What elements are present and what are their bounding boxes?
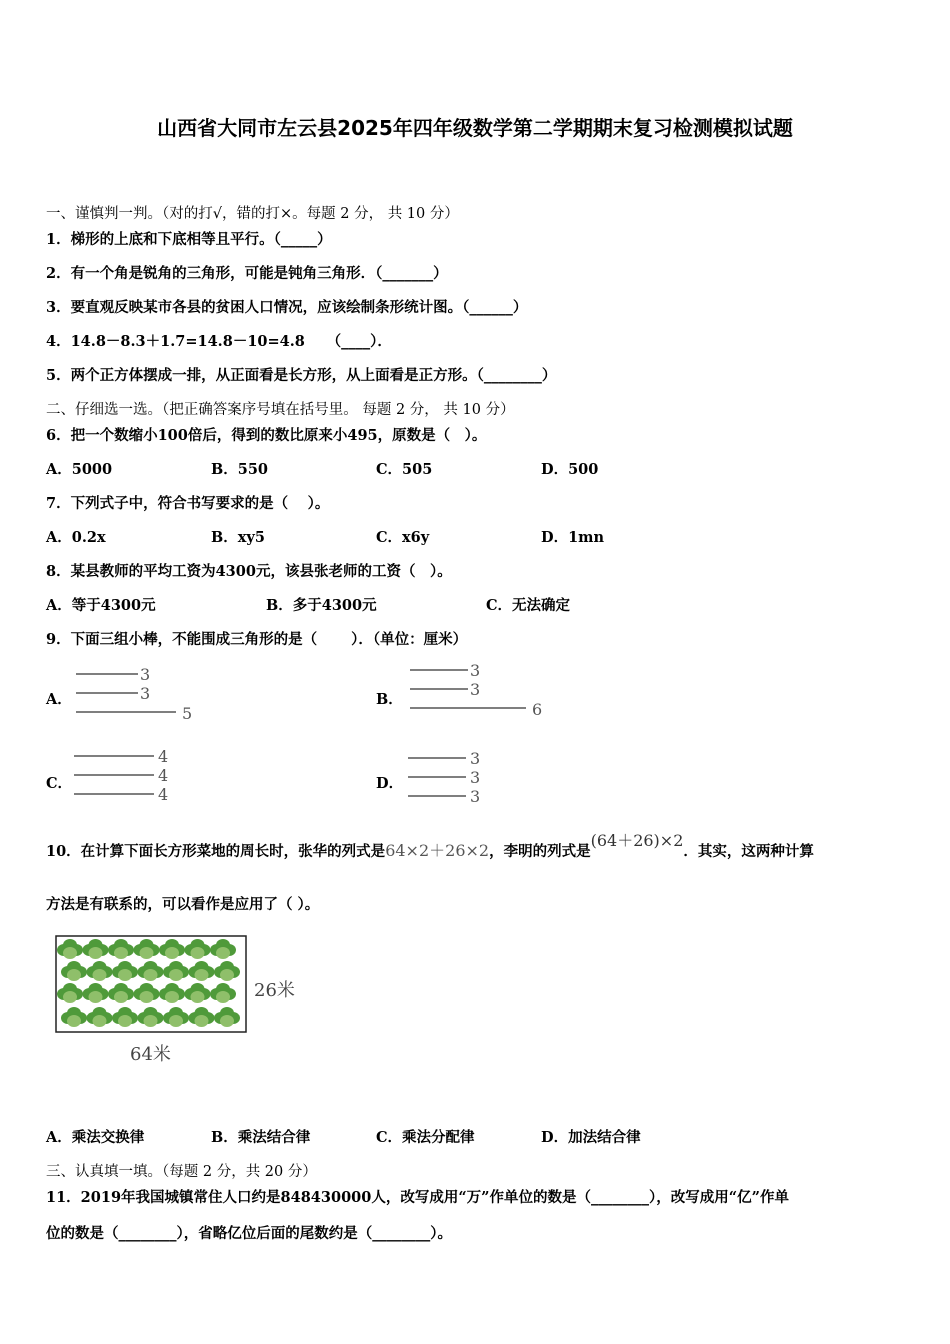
plot-height-label: 26米 xyxy=(254,980,295,1001)
q9-sticks-b xyxy=(404,660,554,722)
q8-option-c: C．无法确定 xyxy=(486,597,571,614)
q9-sticks-a xyxy=(70,662,210,724)
q10-option-a: A．乘法交换律 xyxy=(46,1129,145,1146)
q10-text-part3: ．其实，这两种计算 xyxy=(683,843,814,860)
vegetable-plot-figure xyxy=(52,932,312,1072)
q9-a-stick-2-label: 3 xyxy=(140,684,151,703)
q7-option-a: A．0.2x xyxy=(46,529,106,546)
q8-option-b: B．多于4300元 xyxy=(266,597,377,614)
question-3: 3．要直观反映某市各县的贫困人口情况，应该绘制条形统计图。（______） xyxy=(46,299,528,316)
question-5: 5．两个正方体摆成一排，从正面看是长方形，从上面看是正方形。（________） xyxy=(46,367,557,384)
question-4: 4．14.8－8.3＋1.7=14.8－10=4.8 （____）． xyxy=(46,333,392,350)
q9-d-stick-3-label: 3 xyxy=(470,787,481,806)
q9-d-stick-1-label: 3 xyxy=(470,749,481,768)
q10-option-c: C．乘法分配律 xyxy=(376,1129,475,1146)
plot-width-label: 64米 xyxy=(130,1044,171,1065)
section1-heading: 一、谨慎判一判。（对的打√，错的打×。每题 2 分， 共 10 分） xyxy=(46,206,459,222)
question-10-line1 xyxy=(46,831,814,861)
q10-expression-2: (64＋26)×2 xyxy=(590,831,684,850)
q7-option-d: D．1mn xyxy=(541,529,605,546)
q10-text-part1: 10．在计算下面长方形菜地的周长时，张华的列式是 xyxy=(46,843,386,860)
q6-option-d: D．500 xyxy=(541,461,599,478)
q9-sticks-d xyxy=(402,746,502,808)
question-8: 8．某县教师的平均工资为4300元，该县张老师的工资（ ）。 xyxy=(46,563,452,580)
q10-option-d: D．加法结合律 xyxy=(541,1129,641,1146)
q10-expression-1: 64×2＋26×2 xyxy=(385,841,490,860)
q9-a-stick-1-label: 3 xyxy=(140,665,151,684)
q9-c-stick-2-label: 4 xyxy=(158,766,169,785)
q7-option-b: B．xy5 xyxy=(211,529,265,546)
question-7: 7．下列式子中，符合书写要求的是（ ）。 xyxy=(46,495,330,512)
question-6: 6．把一个数缩小100倍后，得到的数比原来小495，原数是（ ）。 xyxy=(46,427,487,444)
q9-c-stick-3-label: 4 xyxy=(158,785,169,804)
section2-heading: 二、仔细选一选。（把正确答案序号填在括号里。 每题 2 分， 共 10 分） xyxy=(46,402,515,418)
q8-option-a: A．等于4300元 xyxy=(46,597,156,614)
q9-label-d: D． xyxy=(376,775,404,792)
question-9: 9．下面三组小棒，不能围成三角形的是（ ）．（单位：厘米） xyxy=(46,631,468,648)
q9-b-stick-2-label: 3 xyxy=(470,680,481,699)
q9-sticks-c xyxy=(70,744,180,806)
page-title: 山西省大同市左云县2025年四年级数学第二学期期末复习检测模拟试题 xyxy=(157,116,793,140)
q6-option-b: B．550 xyxy=(211,461,269,478)
q9-b-stick-3-label: 6 xyxy=(532,700,543,719)
q6-option-a: A．5000 xyxy=(46,461,113,478)
q9-label-c: C． xyxy=(46,775,73,792)
q7-option-c: C．x6y xyxy=(376,529,430,546)
q9-a-stick-3-label: 5 xyxy=(182,704,193,723)
question-1: 1．梯形的上底和下底相等且平行。（_____） xyxy=(46,231,332,248)
question-2: 2．有一个角是锐角的三角形，可能是钝角三角形．（_______） xyxy=(46,265,448,282)
q9-label-a: A． xyxy=(46,691,72,708)
q10-option-b: B．乘法结合律 xyxy=(211,1129,311,1146)
q9-d-stick-2-label: 3 xyxy=(470,768,481,787)
q9-c-stick-1-label: 4 xyxy=(158,747,169,766)
question-11-line2: 位的数是（________），省略亿位后面的尾数约是（________）。 xyxy=(46,1225,452,1242)
q10-text-part2: ，李明的列式是 xyxy=(489,843,591,860)
q6-option-c: C．505 xyxy=(376,461,433,478)
question-10-line2: 方法是有联系的，可以看作是应用了（ ）。 xyxy=(46,896,320,913)
section3-heading: 三、认真填一填。（每题 2 分，共 20 分） xyxy=(46,1164,317,1180)
q9-label-b: B． xyxy=(376,691,403,708)
q9-b-stick-1-label: 3 xyxy=(470,661,481,680)
question-11-line1: 11．2019年我国城镇常住人口约是848430000人，改写成用“万”作单位的数是（________），改写成用“亿”作单 xyxy=(46,1189,789,1206)
